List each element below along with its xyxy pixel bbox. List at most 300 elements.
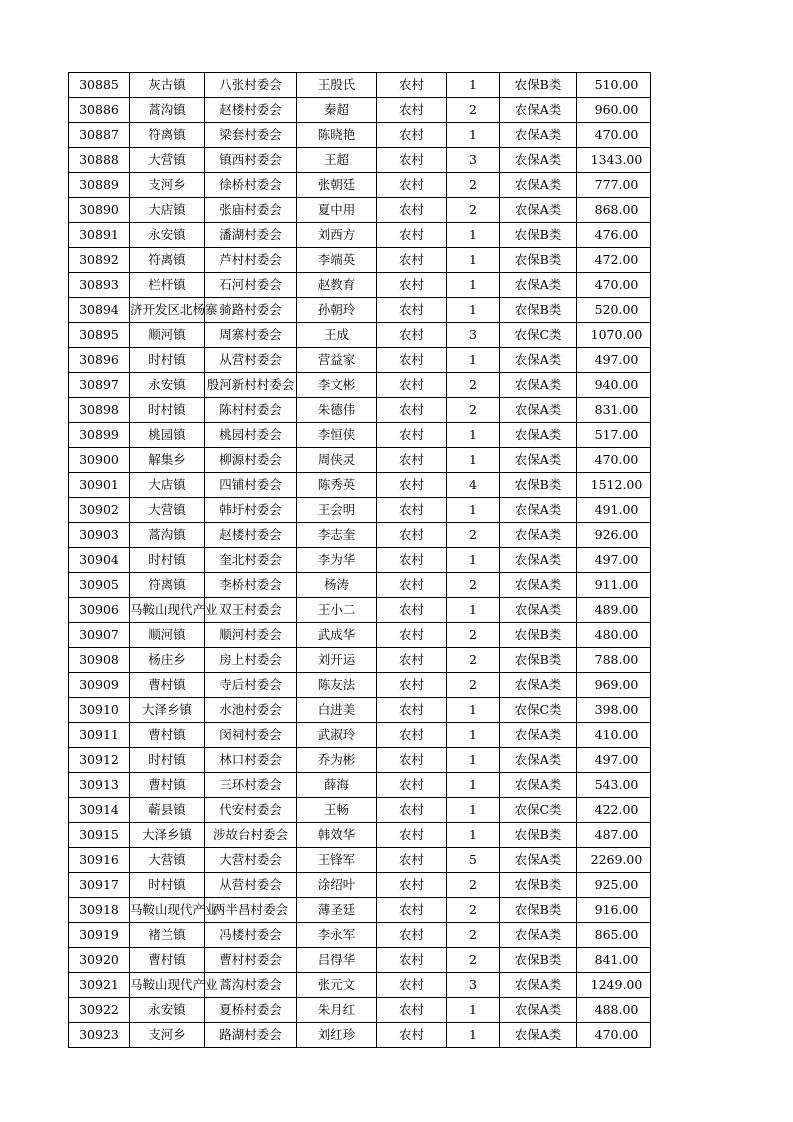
amount-cell: 1070.00: [577, 323, 651, 348]
person-name-cell: 张朝廷: [297, 173, 377, 198]
amount-cell: 422.00: [577, 798, 651, 823]
records-table-body: [69, 73, 651, 1048]
area-type-cell: 农村: [377, 748, 447, 773]
village-committee-cell: 韩圩村委会: [205, 498, 297, 523]
household-count-cell: 2: [447, 173, 500, 198]
town-cell: 顺河镇: [130, 323, 205, 348]
insurance-category-cell: 农保B类: [500, 648, 577, 673]
table-row: [69, 823, 651, 848]
insurance-category-cell: 农保A类: [500, 598, 577, 623]
household-count-cell: 2: [447, 398, 500, 423]
household-count-cell: 2: [447, 873, 500, 898]
record-id-cell: 30911: [69, 723, 130, 748]
person-name-cell: 王小二: [297, 598, 377, 623]
area-type-cell: 农村: [377, 173, 447, 198]
household-count-cell: 1: [447, 273, 500, 298]
insurance-category-cell: 农保A类: [500, 348, 577, 373]
person-name-cell: 朱德伟: [297, 398, 377, 423]
amount-cell: 497.00: [577, 548, 651, 573]
household-count-cell: 3: [447, 148, 500, 173]
person-name-cell: 刘开运: [297, 648, 377, 673]
area-type-cell: 农村: [377, 323, 447, 348]
town-cell: 马鞍山现代产业: [130, 898, 205, 923]
town-cell: 曹村镇: [130, 673, 205, 698]
area-type-cell: 农村: [377, 273, 447, 298]
amount-cell: 1343.00: [577, 148, 651, 173]
village-committee-cell: 寺后村委会: [205, 673, 297, 698]
insurance-category-cell: 农保A类: [500, 123, 577, 148]
household-count-cell: 2: [447, 573, 500, 598]
table-row: [69, 623, 651, 648]
town-cell: 永安镇: [130, 998, 205, 1023]
area-type-cell: 农村: [377, 648, 447, 673]
person-name-cell: 陈秀英: [297, 473, 377, 498]
amount-cell: 480.00: [577, 623, 651, 648]
table-row: [69, 773, 651, 798]
record-id-cell: 30893: [69, 273, 130, 298]
household-count-cell: 2: [447, 98, 500, 123]
town-cell: 支河乡: [130, 1023, 205, 1048]
town-cell: 灰古镇: [130, 73, 205, 98]
amount-cell: 488.00: [577, 998, 651, 1023]
household-count-cell: 4: [447, 473, 500, 498]
record-id-cell: 30901: [69, 473, 130, 498]
amount-cell: 410.00: [577, 723, 651, 748]
village-committee-cell: 骑路村委会: [205, 298, 297, 323]
record-id-cell: 30902: [69, 498, 130, 523]
table-row: [69, 698, 651, 723]
town-cell: 时村镇: [130, 748, 205, 773]
person-name-cell: 薄圣廷: [297, 898, 377, 923]
amount-cell: 868.00: [577, 198, 651, 223]
table-row: [69, 348, 651, 373]
table-row: [69, 73, 651, 98]
village-committee-cell: 从营村委会: [205, 348, 297, 373]
record-id-cell: 30886: [69, 98, 130, 123]
record-id-cell: 30921: [69, 973, 130, 998]
person-name-cell: 武成华: [297, 623, 377, 648]
amount-cell: 398.00: [577, 698, 651, 723]
amount-cell: 543.00: [577, 773, 651, 798]
insurance-category-cell: 农保B类: [500, 473, 577, 498]
town-cell: 马鞍山现代产业: [130, 598, 205, 623]
amount-cell: 777.00: [577, 173, 651, 198]
person-name-cell: 陈友法: [297, 673, 377, 698]
person-name-cell: 武淑玲: [297, 723, 377, 748]
village-committee-cell: 赵楼村委会: [205, 523, 297, 548]
household-count-cell: 1: [447, 823, 500, 848]
town-cell: 时村镇: [130, 348, 205, 373]
town-cell: 大店镇: [130, 473, 205, 498]
table-row: [69, 573, 651, 598]
town-cell: 大营镇: [130, 148, 205, 173]
table-row: [69, 298, 651, 323]
table-row: [69, 98, 651, 123]
area-type-cell: 农村: [377, 73, 447, 98]
area-type-cell: 农村: [377, 373, 447, 398]
amount-cell: 510.00: [577, 73, 651, 98]
household-count-cell: 1: [447, 598, 500, 623]
person-name-cell: 朱月红: [297, 998, 377, 1023]
village-committee-cell: 奎北村委会: [205, 548, 297, 573]
table-row: [69, 598, 651, 623]
village-committee-cell: 路湖村委会: [205, 1023, 297, 1048]
area-type-cell: 农村: [377, 498, 447, 523]
record-id-cell: 30892: [69, 248, 130, 273]
area-type-cell: 农村: [377, 473, 447, 498]
insurance-category-cell: 农保A类: [500, 773, 577, 798]
insurance-category-cell: 农保A类: [500, 673, 577, 698]
household-count-cell: 1: [447, 1023, 500, 1048]
area-type-cell: 农村: [377, 923, 447, 948]
insurance-category-cell: 农保A类: [500, 498, 577, 523]
record-id-cell: 30910: [69, 698, 130, 723]
amount-cell: 517.00: [577, 423, 651, 448]
insurance-category-cell: 农保A类: [500, 548, 577, 573]
village-committee-cell: 大营村委会: [205, 848, 297, 873]
household-count-cell: 1: [447, 748, 500, 773]
table-row: [69, 173, 651, 198]
village-committee-cell: 镇西村委会: [205, 148, 297, 173]
household-count-cell: 1: [447, 723, 500, 748]
person-name-cell: 刘红珍: [297, 1023, 377, 1048]
amount-cell: 520.00: [577, 298, 651, 323]
household-count-cell: 1: [447, 248, 500, 273]
village-committee-cell: 三环村委会: [205, 773, 297, 798]
person-name-cell: 薛海: [297, 773, 377, 798]
insurance-category-cell: 农保A类: [500, 848, 577, 873]
household-count-cell: 2: [447, 523, 500, 548]
household-count-cell: 1: [447, 773, 500, 798]
insurance-category-cell: 农保A类: [500, 523, 577, 548]
town-cell: 大营镇: [130, 498, 205, 523]
household-count-cell: 1: [447, 223, 500, 248]
record-id-cell: 30900: [69, 448, 130, 473]
village-committee-cell: 八张村委会: [205, 73, 297, 98]
insurance-category-cell: 农保A类: [500, 448, 577, 473]
area-type-cell: 农村: [377, 98, 447, 123]
amount-cell: 472.00: [577, 248, 651, 273]
town-cell: 顺河镇: [130, 623, 205, 648]
table-row: [69, 198, 651, 223]
record-id-cell: 30920: [69, 948, 130, 973]
village-committee-cell: 夏桥村委会: [205, 998, 297, 1023]
village-committee-cell: 从营村委会: [205, 873, 297, 898]
table-row: [69, 898, 651, 923]
person-name-cell: 秦超: [297, 98, 377, 123]
insurance-category-cell: 农保B类: [500, 898, 577, 923]
amount-cell: 491.00: [577, 498, 651, 523]
village-committee-cell: 张庙村委会: [205, 198, 297, 223]
insurance-category-cell: 农保A类: [500, 573, 577, 598]
table-row: [69, 973, 651, 998]
records-table: [68, 72, 651, 1048]
amount-cell: 960.00: [577, 98, 651, 123]
amount-cell: 925.00: [577, 873, 651, 898]
record-id-cell: 30907: [69, 623, 130, 648]
amount-cell: 831.00: [577, 398, 651, 423]
area-type-cell: 农村: [377, 348, 447, 373]
village-committee-cell: 石河村委会: [205, 273, 297, 298]
area-type-cell: 农村: [377, 998, 447, 1023]
village-committee-cell: 赵楼村委会: [205, 98, 297, 123]
town-cell: 时村镇: [130, 548, 205, 573]
village-committee-cell: 顺河村委会: [205, 623, 297, 648]
area-type-cell: 农村: [377, 573, 447, 598]
person-name-cell: 张元文: [297, 973, 377, 998]
insurance-category-cell: 农保A类: [500, 173, 577, 198]
town-cell: 符离镇: [130, 248, 205, 273]
town-cell: 大泽乡镇: [130, 698, 205, 723]
person-name-cell: 营益家: [297, 348, 377, 373]
person-name-cell: 王超: [297, 148, 377, 173]
town-cell: 时村镇: [130, 398, 205, 423]
person-name-cell: 王锋军: [297, 848, 377, 873]
table-row: [69, 523, 651, 548]
record-id-cell: 30898: [69, 398, 130, 423]
amount-cell: 476.00: [577, 223, 651, 248]
household-count-cell: 2: [447, 623, 500, 648]
area-type-cell: 农村: [377, 723, 447, 748]
table-row: [69, 1023, 651, 1048]
record-id-cell: 30912: [69, 748, 130, 773]
record-id-cell: 30922: [69, 998, 130, 1023]
insurance-category-cell: 农保A类: [500, 1023, 577, 1048]
village-committee-cell: 闵祠村委会: [205, 723, 297, 748]
town-cell: 曹村镇: [130, 723, 205, 748]
record-id-cell: 30923: [69, 1023, 130, 1048]
person-name-cell: 李文彬: [297, 373, 377, 398]
insurance-category-cell: 农保A类: [500, 373, 577, 398]
amount-cell: 470.00: [577, 448, 651, 473]
amount-cell: 911.00: [577, 573, 651, 598]
record-id-cell: 30896: [69, 348, 130, 373]
town-cell: 栏杆镇: [130, 273, 205, 298]
area-type-cell: 农村: [377, 248, 447, 273]
household-count-cell: 5: [447, 848, 500, 873]
person-name-cell: 李永军: [297, 923, 377, 948]
record-id-cell: 30887: [69, 123, 130, 148]
household-count-cell: 2: [447, 648, 500, 673]
area-type-cell: 农村: [377, 398, 447, 423]
town-cell: 大营镇: [130, 848, 205, 873]
table-row: [69, 723, 651, 748]
record-id-cell: 30917: [69, 873, 130, 898]
record-id-cell: 30889: [69, 173, 130, 198]
village-committee-cell: 陈村村委会: [205, 398, 297, 423]
record-id-cell: 30888: [69, 148, 130, 173]
record-id-cell: 30890: [69, 198, 130, 223]
amount-cell: 926.00: [577, 523, 651, 548]
insurance-category-cell: 农保A类: [500, 998, 577, 1023]
table-row: [69, 748, 651, 773]
area-type-cell: 农村: [377, 673, 447, 698]
village-committee-cell: 双王村委会: [205, 598, 297, 623]
insurance-category-cell: 农保C类: [500, 698, 577, 723]
village-committee-cell: 房上村委会: [205, 648, 297, 673]
record-id-cell: 30913: [69, 773, 130, 798]
person-name-cell: 王成: [297, 323, 377, 348]
table-row: [69, 223, 651, 248]
person-name-cell: 白进美: [297, 698, 377, 723]
area-type-cell: 农村: [377, 198, 447, 223]
table-row: [69, 673, 651, 698]
amount-cell: 1249.00: [577, 973, 651, 998]
table-row: [69, 123, 651, 148]
village-committee-cell: 柳源村委会: [205, 448, 297, 473]
record-id-cell: 30895: [69, 323, 130, 348]
insurance-category-cell: 农保A类: [500, 748, 577, 773]
insurance-category-cell: 农保B类: [500, 73, 577, 98]
amount-cell: 916.00: [577, 898, 651, 923]
person-name-cell: 孙朝玲: [297, 298, 377, 323]
table-row: [69, 373, 651, 398]
insurance-category-cell: 农保A类: [500, 98, 577, 123]
area-type-cell: 农村: [377, 423, 447, 448]
household-count-cell: 1: [447, 698, 500, 723]
household-count-cell: 1: [447, 998, 500, 1023]
insurance-category-cell: 农保A类: [500, 273, 577, 298]
area-type-cell: 农村: [377, 548, 447, 573]
village-committee-cell: 周寨村委会: [205, 323, 297, 348]
town-cell: 褚兰镇: [130, 923, 205, 948]
household-count-cell: 2: [447, 898, 500, 923]
person-name-cell: 李恒侠: [297, 423, 377, 448]
town-cell: 大店镇: [130, 198, 205, 223]
town-cell: 曹村镇: [130, 948, 205, 973]
amount-cell: 470.00: [577, 123, 651, 148]
area-type-cell: 农村: [377, 623, 447, 648]
record-id-cell: 30899: [69, 423, 130, 448]
household-count-cell: 1: [447, 548, 500, 573]
table-row: [69, 923, 651, 948]
person-name-cell: 王殷氏: [297, 73, 377, 98]
village-committee-cell: 水池村委会: [205, 698, 297, 723]
area-type-cell: 农村: [377, 448, 447, 473]
insurance-category-cell: 农保B类: [500, 948, 577, 973]
town-cell: 时村镇: [130, 873, 205, 898]
town-cell: 永安镇: [130, 373, 205, 398]
household-count-cell: 2: [447, 198, 500, 223]
insurance-category-cell: 农保C类: [500, 323, 577, 348]
record-id-cell: 30894: [69, 298, 130, 323]
amount-cell: 788.00: [577, 648, 651, 673]
insurance-category-cell: 农保B类: [500, 248, 577, 273]
area-type-cell: 农村: [377, 848, 447, 873]
amount-cell: 940.00: [577, 373, 651, 398]
village-committee-cell: 李桥村委会: [205, 573, 297, 598]
person-name-cell: 李为华: [297, 548, 377, 573]
person-name-cell: 夏中用: [297, 198, 377, 223]
insurance-category-cell: 农保A类: [500, 148, 577, 173]
area-type-cell: 农村: [377, 598, 447, 623]
amount-cell: 865.00: [577, 923, 651, 948]
person-name-cell: 李志奎: [297, 523, 377, 548]
area-type-cell: 农村: [377, 123, 447, 148]
record-id-cell: 30914: [69, 798, 130, 823]
household-count-cell: 2: [447, 948, 500, 973]
person-name-cell: 涂绍叶: [297, 873, 377, 898]
area-type-cell: 农村: [377, 523, 447, 548]
village-committee-cell: 芦村村委会: [205, 248, 297, 273]
amount-cell: 489.00: [577, 598, 651, 623]
person-name-cell: 周侠灵: [297, 448, 377, 473]
village-committee-cell: 四铺村委会: [205, 473, 297, 498]
insurance-category-cell: 农保C类: [500, 798, 577, 823]
table-row: [69, 948, 651, 973]
table-row: [69, 473, 651, 498]
amount-cell: 969.00: [577, 673, 651, 698]
amount-cell: 1512.00: [577, 473, 651, 498]
table-row: [69, 548, 651, 573]
insurance-category-cell: 农保A类: [500, 423, 577, 448]
town-cell: 济开发区北杨寨: [130, 298, 205, 323]
area-type-cell: 农村: [377, 223, 447, 248]
town-cell: 杨庄乡: [130, 648, 205, 673]
record-id-cell: 30915: [69, 823, 130, 848]
household-count-cell: 3: [447, 323, 500, 348]
town-cell: 蕲县镇: [130, 798, 205, 823]
amount-cell: 841.00: [577, 948, 651, 973]
household-count-cell: 1: [447, 423, 500, 448]
town-cell: 蒿沟镇: [130, 523, 205, 548]
person-name-cell: 韩效华: [297, 823, 377, 848]
insurance-category-cell: 农保B类: [500, 823, 577, 848]
village-committee-cell: 桃园村委会: [205, 423, 297, 448]
table-row: [69, 798, 651, 823]
person-name-cell: 王会明: [297, 498, 377, 523]
village-committee-cell: 两半昌村委会: [205, 898, 297, 923]
area-type-cell: 农村: [377, 973, 447, 998]
insurance-category-cell: 农保A类: [500, 723, 577, 748]
insurance-category-cell: 农保B类: [500, 223, 577, 248]
record-id-cell: 30905: [69, 573, 130, 598]
table-row: [69, 398, 651, 423]
household-count-cell: 1: [447, 348, 500, 373]
insurance-category-cell: 农保A类: [500, 398, 577, 423]
area-type-cell: 农村: [377, 898, 447, 923]
amount-cell: 2269.00: [577, 848, 651, 873]
record-id-cell: 30908: [69, 648, 130, 673]
insurance-category-cell: 农保A类: [500, 973, 577, 998]
insurance-category-cell: 农保A类: [500, 198, 577, 223]
insurance-category-cell: 农保B类: [500, 873, 577, 898]
area-type-cell: 农村: [377, 948, 447, 973]
amount-cell: 470.00: [577, 1023, 651, 1048]
person-name-cell: 杨涛: [297, 573, 377, 598]
record-id-cell: 30919: [69, 923, 130, 948]
table-row: [69, 848, 651, 873]
person-name-cell: 乔为彬: [297, 748, 377, 773]
household-count-cell: 3: [447, 973, 500, 998]
insurance-category-cell: 农保B类: [500, 298, 577, 323]
town-cell: 蒿沟镇: [130, 98, 205, 123]
person-name-cell: 刘西方: [297, 223, 377, 248]
table-row: [69, 423, 651, 448]
table-row: [69, 873, 651, 898]
person-name-cell: 陈晓艳: [297, 123, 377, 148]
table-row: [69, 323, 651, 348]
table-row: [69, 273, 651, 298]
village-committee-cell: 徐桥村委会: [205, 173, 297, 198]
person-name-cell: 王畅: [297, 798, 377, 823]
record-id-cell: 30891: [69, 223, 130, 248]
insurance-category-cell: 农保B类: [500, 623, 577, 648]
record-id-cell: 30885: [69, 73, 130, 98]
village-committee-cell: 冯楼村委会: [205, 923, 297, 948]
record-id-cell: 30904: [69, 548, 130, 573]
village-committee-cell: 蒿沟村委会: [205, 973, 297, 998]
